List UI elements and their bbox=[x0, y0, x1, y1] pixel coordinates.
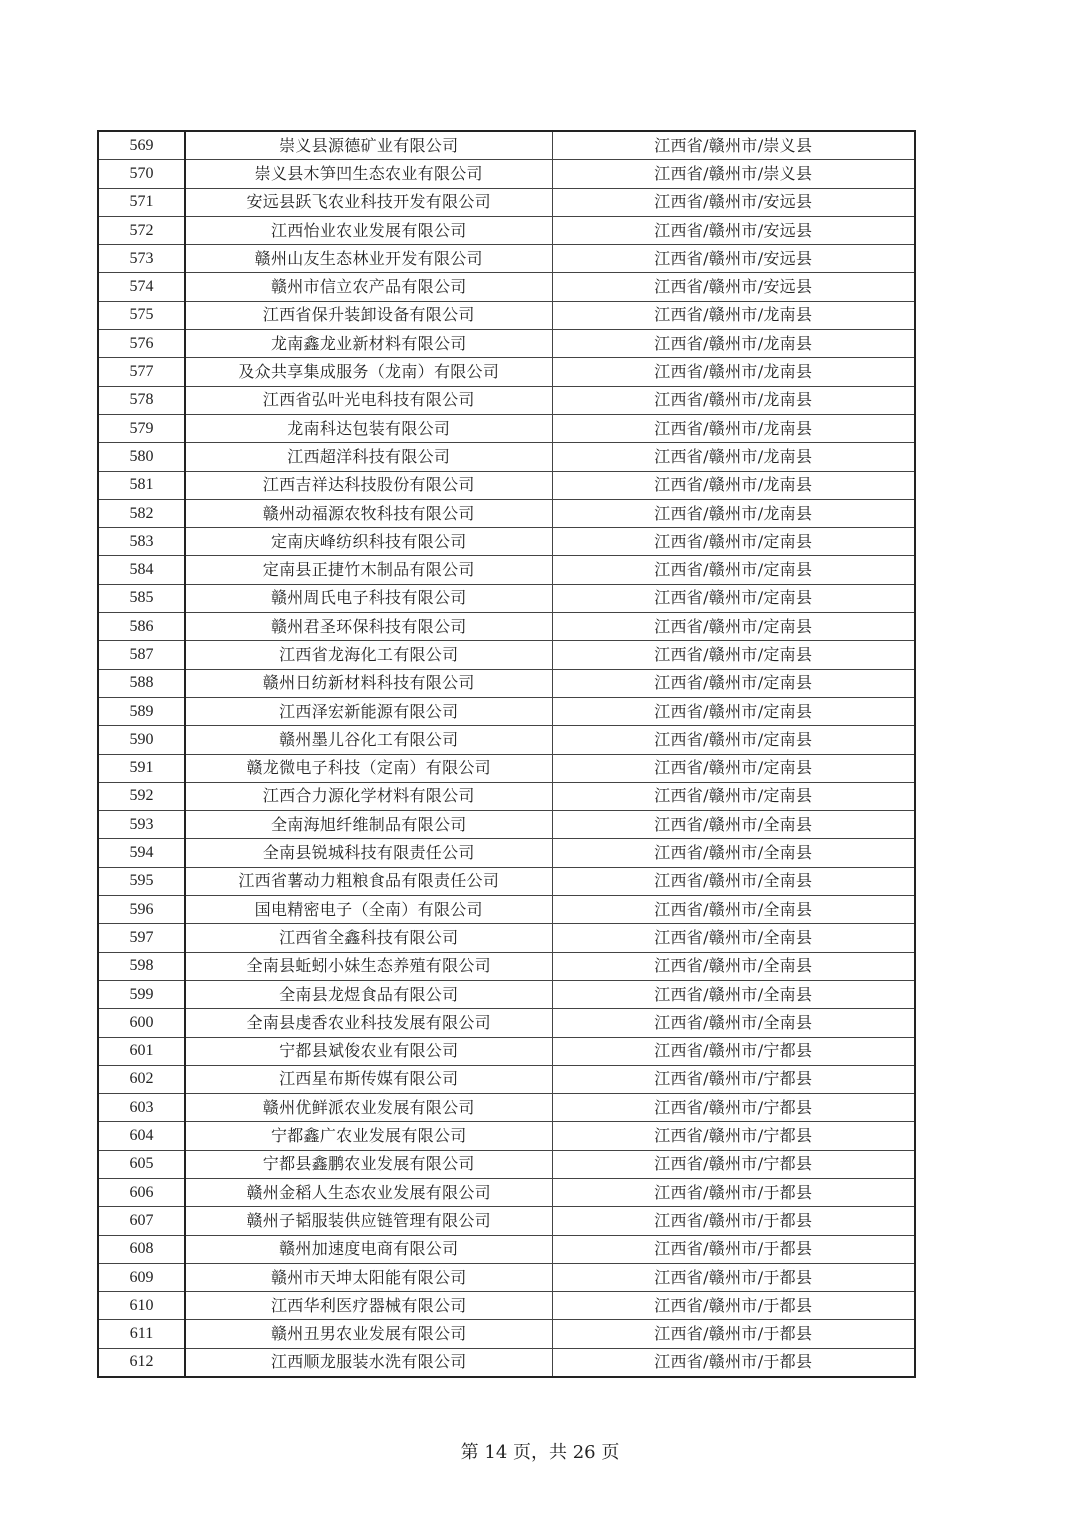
company-name-cell: 江西省薯动力粗粮食品有限责任公司 bbox=[185, 867, 552, 895]
row-number-cell: 611 bbox=[98, 1320, 185, 1348]
row-number-cell: 610 bbox=[98, 1292, 185, 1320]
table-row bbox=[98, 811, 915, 839]
table-body bbox=[98, 131, 915, 1377]
table-row bbox=[98, 471, 915, 499]
region-cell: 江西省/赣州市/定南县 bbox=[552, 669, 915, 697]
company-name-cell: 定南县正捷竹木制品有限公司 bbox=[185, 556, 552, 584]
region-cell: 江西省/赣州市/全南县 bbox=[552, 839, 915, 867]
company-name-cell: 江西顺龙服装水洗有限公司 bbox=[185, 1348, 552, 1377]
row-number-cell: 591 bbox=[98, 754, 185, 782]
company-name-cell: 江西华利医疗器械有限公司 bbox=[185, 1292, 552, 1320]
table-row bbox=[98, 273, 915, 301]
row-number-cell: 580 bbox=[98, 443, 185, 471]
region-cell: 江西省/赣州市/定南县 bbox=[552, 697, 915, 725]
company-name-cell: 龙南科达包装有限公司 bbox=[185, 414, 552, 442]
table-row bbox=[98, 1037, 915, 1065]
company-name-cell: 赣州墨儿谷化工有限公司 bbox=[185, 726, 552, 754]
company-name-cell: 赣龙微电子科技（定南）有限公司 bbox=[185, 754, 552, 782]
company-name-cell: 国电精密电子（全南）有限公司 bbox=[185, 896, 552, 924]
table-row bbox=[98, 160, 915, 188]
company-name-cell: 全南县蚯蚓小妹生态养殖有限公司 bbox=[185, 952, 552, 980]
row-number-cell: 595 bbox=[98, 867, 185, 895]
table-row bbox=[98, 839, 915, 867]
table-row bbox=[98, 386, 915, 414]
company-name-cell: 江西合力源化学材料有限公司 bbox=[185, 782, 552, 810]
company-name-cell: 赣州加速度电商有限公司 bbox=[185, 1235, 552, 1263]
company-name-cell: 赣州市天坤太阳能有限公司 bbox=[185, 1263, 552, 1291]
table-row bbox=[98, 1235, 915, 1263]
table-row bbox=[98, 131, 915, 160]
region-cell: 江西省/赣州市/于都县 bbox=[552, 1235, 915, 1263]
table-row bbox=[98, 697, 915, 725]
company-name-cell: 崇义县木笋凹生态农业有限公司 bbox=[185, 160, 552, 188]
row-number-cell: 584 bbox=[98, 556, 185, 584]
row-number-cell: 607 bbox=[98, 1207, 185, 1235]
row-number-cell: 585 bbox=[98, 584, 185, 612]
company-name-cell: 赣州丑男农业发展有限公司 bbox=[185, 1320, 552, 1348]
table-row bbox=[98, 1292, 915, 1320]
table-row bbox=[98, 499, 915, 527]
row-number-cell: 592 bbox=[98, 782, 185, 810]
company-name-cell: 全南县锐城科技有限责任公司 bbox=[185, 839, 552, 867]
table-row bbox=[98, 1348, 915, 1377]
table-row bbox=[98, 1122, 915, 1150]
row-number-cell: 586 bbox=[98, 613, 185, 641]
row-number-cell: 576 bbox=[98, 330, 185, 358]
region-cell: 江西省/赣州市/安远县 bbox=[552, 245, 915, 273]
row-number-cell: 599 bbox=[98, 980, 185, 1008]
table-row bbox=[98, 726, 915, 754]
row-number-cell: 578 bbox=[98, 386, 185, 414]
region-cell: 江西省/赣州市/于都县 bbox=[552, 1263, 915, 1291]
row-number-cell: 594 bbox=[98, 839, 185, 867]
region-cell: 江西省/赣州市/宁都县 bbox=[552, 1065, 915, 1093]
region-cell: 江西省/赣州市/定南县 bbox=[552, 782, 915, 810]
region-cell: 江西省/赣州市/龙南县 bbox=[552, 414, 915, 442]
company-name-cell: 江西省弘叶光电科技有限公司 bbox=[185, 386, 552, 414]
row-number-cell: 608 bbox=[98, 1235, 185, 1263]
region-cell: 江西省/赣州市/定南县 bbox=[552, 726, 915, 754]
company-name-cell: 赣州周氏电子科技有限公司 bbox=[185, 584, 552, 612]
region-cell: 江西省/赣州市/于都县 bbox=[552, 1207, 915, 1235]
region-cell: 江西省/赣州市/定南县 bbox=[552, 613, 915, 641]
company-name-cell: 及众共享集成服务（龙南）有限公司 bbox=[185, 358, 552, 386]
company-name-cell: 江西省全鑫科技有限公司 bbox=[185, 924, 552, 952]
region-cell: 江西省/赣州市/安远县 bbox=[552, 216, 915, 244]
table-row bbox=[98, 414, 915, 442]
region-cell: 江西省/赣州市/龙南县 bbox=[552, 330, 915, 358]
row-number-cell: 593 bbox=[98, 811, 185, 839]
row-number-cell: 600 bbox=[98, 1009, 185, 1037]
company-name-cell: 赣州君圣环保科技有限公司 bbox=[185, 613, 552, 641]
region-cell: 江西省/赣州市/全南县 bbox=[552, 867, 915, 895]
row-number-cell: 597 bbox=[98, 924, 185, 952]
region-cell: 江西省/赣州市/崇义县 bbox=[552, 131, 915, 160]
company-name-cell: 赣州市信立农产品有限公司 bbox=[185, 273, 552, 301]
row-number-cell: 605 bbox=[98, 1150, 185, 1178]
region-cell: 江西省/赣州市/全南县 bbox=[552, 896, 915, 924]
company-name-cell: 赣州山友生态林业开发有限公司 bbox=[185, 245, 552, 273]
company-name-cell: 赣州优鲜派农业发展有限公司 bbox=[185, 1094, 552, 1122]
table-row bbox=[98, 896, 915, 924]
row-number-cell: 574 bbox=[98, 273, 185, 301]
region-cell: 江西省/赣州市/龙南县 bbox=[552, 471, 915, 499]
region-cell: 江西省/赣州市/于都县 bbox=[552, 1178, 915, 1206]
region-cell: 江西省/赣州市/定南县 bbox=[552, 556, 915, 584]
region-cell: 江西省/赣州市/定南县 bbox=[552, 584, 915, 612]
row-number-cell: 583 bbox=[98, 528, 185, 556]
region-cell: 江西省/赣州市/全南县 bbox=[552, 980, 915, 1008]
table-row bbox=[98, 584, 915, 612]
row-number-cell: 572 bbox=[98, 216, 185, 244]
company-name-cell: 江西怡业农业发展有限公司 bbox=[185, 216, 552, 244]
row-number-cell: 588 bbox=[98, 669, 185, 697]
region-cell: 江西省/赣州市/安远县 bbox=[552, 273, 915, 301]
table-row bbox=[98, 1150, 915, 1178]
region-cell: 江西省/赣州市/龙南县 bbox=[552, 386, 915, 414]
row-number-cell: 596 bbox=[98, 896, 185, 924]
table-row bbox=[98, 245, 915, 273]
region-cell: 江西省/赣州市/宁都县 bbox=[552, 1122, 915, 1150]
company-name-cell: 江西星布斯传媒有限公司 bbox=[185, 1065, 552, 1093]
row-number-cell: 590 bbox=[98, 726, 185, 754]
table-row bbox=[98, 528, 915, 556]
page-number-footer: 第 14 页，共 26 页 bbox=[460, 1442, 620, 1463]
row-number-cell: 601 bbox=[98, 1037, 185, 1065]
company-name-cell: 定南庆峰纺织科技有限公司 bbox=[185, 528, 552, 556]
row-number-cell: 609 bbox=[98, 1263, 185, 1291]
table-row bbox=[98, 301, 915, 329]
table-row bbox=[98, 641, 915, 669]
company-name-cell: 全南县虔香农业科技发展有限公司 bbox=[185, 1009, 552, 1037]
company-name-cell: 江西超洋科技有限公司 bbox=[185, 443, 552, 471]
table-row bbox=[98, 867, 915, 895]
table-row bbox=[98, 782, 915, 810]
row-number-cell: 598 bbox=[98, 952, 185, 980]
company-name-cell: 崇义县源德矿业有限公司 bbox=[185, 131, 552, 160]
row-number-cell: 581 bbox=[98, 471, 185, 499]
company-name-cell: 宁都鑫广农业发展有限公司 bbox=[185, 1122, 552, 1150]
row-number-cell: 603 bbox=[98, 1094, 185, 1122]
company-name-cell: 江西省保升装卸设备有限公司 bbox=[185, 301, 552, 329]
table-row bbox=[98, 754, 915, 782]
table-row bbox=[98, 1094, 915, 1122]
row-number-cell: 571 bbox=[98, 188, 185, 216]
row-number-cell: 604 bbox=[98, 1122, 185, 1150]
row-number-cell: 570 bbox=[98, 160, 185, 188]
company-name-cell: 赣州金稻人生态农业发展有限公司 bbox=[185, 1178, 552, 1206]
table-row bbox=[98, 924, 915, 952]
table-row bbox=[98, 613, 915, 641]
region-cell: 江西省/赣州市/宁都县 bbox=[552, 1094, 915, 1122]
region-cell: 江西省/赣州市/于都县 bbox=[552, 1320, 915, 1348]
company-name-cell: 宁都县鑫鹏农业发展有限公司 bbox=[185, 1150, 552, 1178]
region-cell: 江西省/赣州市/定南县 bbox=[552, 528, 915, 556]
table-row bbox=[98, 1009, 915, 1037]
company-name-cell: 宁都县斌俊农业有限公司 bbox=[185, 1037, 552, 1065]
company-name-cell: 江西吉祥达科技股份有限公司 bbox=[185, 471, 552, 499]
row-number-cell: 606 bbox=[98, 1178, 185, 1206]
company-name-cell: 全南海旭纤维制品有限公司 bbox=[185, 811, 552, 839]
region-cell: 江西省/赣州市/于都县 bbox=[552, 1292, 915, 1320]
table-row bbox=[98, 980, 915, 1008]
region-cell: 江西省/赣州市/定南县 bbox=[552, 754, 915, 782]
region-cell: 江西省/赣州市/安远县 bbox=[552, 188, 915, 216]
row-number-cell: 612 bbox=[98, 1348, 185, 1377]
region-cell: 江西省/赣州市/龙南县 bbox=[552, 499, 915, 527]
region-cell: 江西省/赣州市/全南县 bbox=[552, 811, 915, 839]
region-cell: 江西省/赣州市/龙南县 bbox=[552, 301, 915, 329]
company-name-cell: 赣州日纺新材料科技有限公司 bbox=[185, 669, 552, 697]
region-cell: 江西省/赣州市/全南县 bbox=[552, 1009, 915, 1037]
region-cell: 江西省/赣州市/崇义县 bbox=[552, 160, 915, 188]
region-cell: 江西省/赣州市/宁都县 bbox=[552, 1037, 915, 1065]
region-cell: 江西省/赣州市/定南县 bbox=[552, 641, 915, 669]
company-name-cell: 安远县跃飞农业科技开发有限公司 bbox=[185, 188, 552, 216]
company-name-cell: 赣州动福源农牧科技有限公司 bbox=[185, 499, 552, 527]
region-cell: 江西省/赣州市/于都县 bbox=[552, 1348, 915, 1377]
table-row bbox=[98, 330, 915, 358]
row-number-cell: 569 bbox=[98, 131, 185, 160]
row-number-cell: 587 bbox=[98, 641, 185, 669]
company-name-cell: 江西省龙海化工有限公司 bbox=[185, 641, 552, 669]
table-row bbox=[98, 188, 915, 216]
table-row bbox=[98, 443, 915, 471]
table-row bbox=[98, 669, 915, 697]
company-name-cell: 赣州子韬服装供应链管理有限公司 bbox=[185, 1207, 552, 1235]
region-cell: 江西省/赣州市/全南县 bbox=[552, 952, 915, 980]
row-number-cell: 602 bbox=[98, 1065, 185, 1093]
table-row bbox=[98, 358, 915, 386]
row-number-cell: 573 bbox=[98, 245, 185, 273]
company-list-table-container bbox=[97, 130, 914, 1378]
company-name-cell: 江西泽宏新能源有限公司 bbox=[185, 697, 552, 725]
table-row bbox=[98, 952, 915, 980]
company-name-cell: 全南县龙煜食品有限公司 bbox=[185, 980, 552, 1008]
region-cell: 江西省/赣州市/全南县 bbox=[552, 924, 915, 952]
region-cell: 江西省/赣州市/龙南县 bbox=[552, 358, 915, 386]
table-row bbox=[98, 556, 915, 584]
company-name-cell: 龙南鑫龙业新材料有限公司 bbox=[185, 330, 552, 358]
row-number-cell: 582 bbox=[98, 499, 185, 527]
row-number-cell: 577 bbox=[98, 358, 185, 386]
region-cell: 江西省/赣州市/龙南县 bbox=[552, 443, 915, 471]
row-number-cell: 589 bbox=[98, 697, 185, 725]
table-row bbox=[98, 1263, 915, 1291]
region-cell: 江西省/赣州市/宁都县 bbox=[552, 1150, 915, 1178]
table-row bbox=[98, 1320, 915, 1348]
table-row bbox=[98, 1065, 915, 1093]
row-number-cell: 575 bbox=[98, 301, 185, 329]
company-list-table bbox=[97, 130, 916, 1378]
table-row bbox=[98, 216, 915, 244]
table-row bbox=[98, 1178, 915, 1206]
row-number-cell: 579 bbox=[98, 414, 185, 442]
table-row bbox=[98, 1207, 915, 1235]
